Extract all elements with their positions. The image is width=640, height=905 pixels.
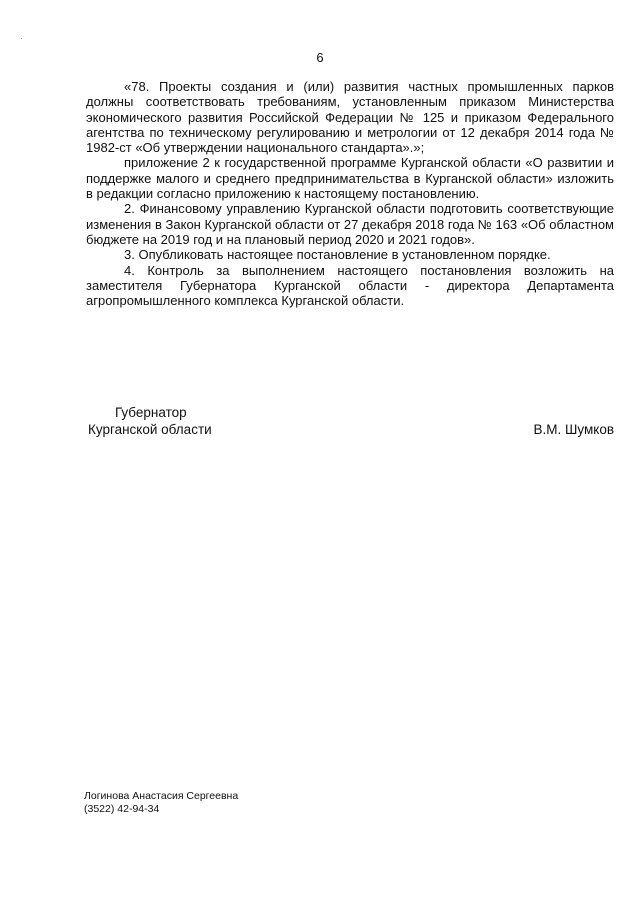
- executor-name: Логинова Анастасия Сергеевна: [84, 790, 239, 802]
- executor-phone: (3522) 42-94-34: [84, 803, 160, 815]
- paragraph-item-78: «78. Проекты создания и (или) развития частных промышленных парков должны соответствовать требованиям, установленным приказом Министерства экономического развития Российской Федерации № 125 и приказом Федерального агентства по техническому регулированию и метрологии от 12 декабря 2014 года № 1982-ст «Об утверждении национального стандарта».»;: [86, 79, 614, 156]
- signatory-title-line2: Курганской области: [88, 422, 212, 437]
- signatory-title-line1: Губернатор: [115, 405, 187, 420]
- paragraph-appendix-2: приложение 2 к государственной программе Курганской области «О развитии и поддержке малого и среднего предпринимательства в Курганской области» изложить в редакции согласно приложению к настоящему постановлению.: [86, 155, 614, 202]
- paragraph-clause-2: 2. Финансовому управлению Курганской области подготовить соответствующие изменения в Закон Курганской области от 27 декабря 2018 года № 163 «Об областном бюджете на 2019 год и на плановый период 2020 и 2021 годов».: [86, 201, 614, 247]
- signatory-name: В.М. Шумков: [533, 422, 614, 437]
- scan-artifact: [21, 38, 22, 39]
- paragraph-clause-3: 3. Опубликовать настоящее постановление в установленном порядке.: [124, 247, 551, 263]
- executor-info: [84, 790, 238, 816]
- page-number: 6: [316, 50, 324, 65]
- paragraph-clause-4: 4. Контроль за выполнением настоящего постановления возложить на заместителя Губернатора Курганской области - директора Департамента агропромышленного комплекса Курганской области.: [86, 262, 614, 309]
- document-body: [86, 79, 614, 308]
